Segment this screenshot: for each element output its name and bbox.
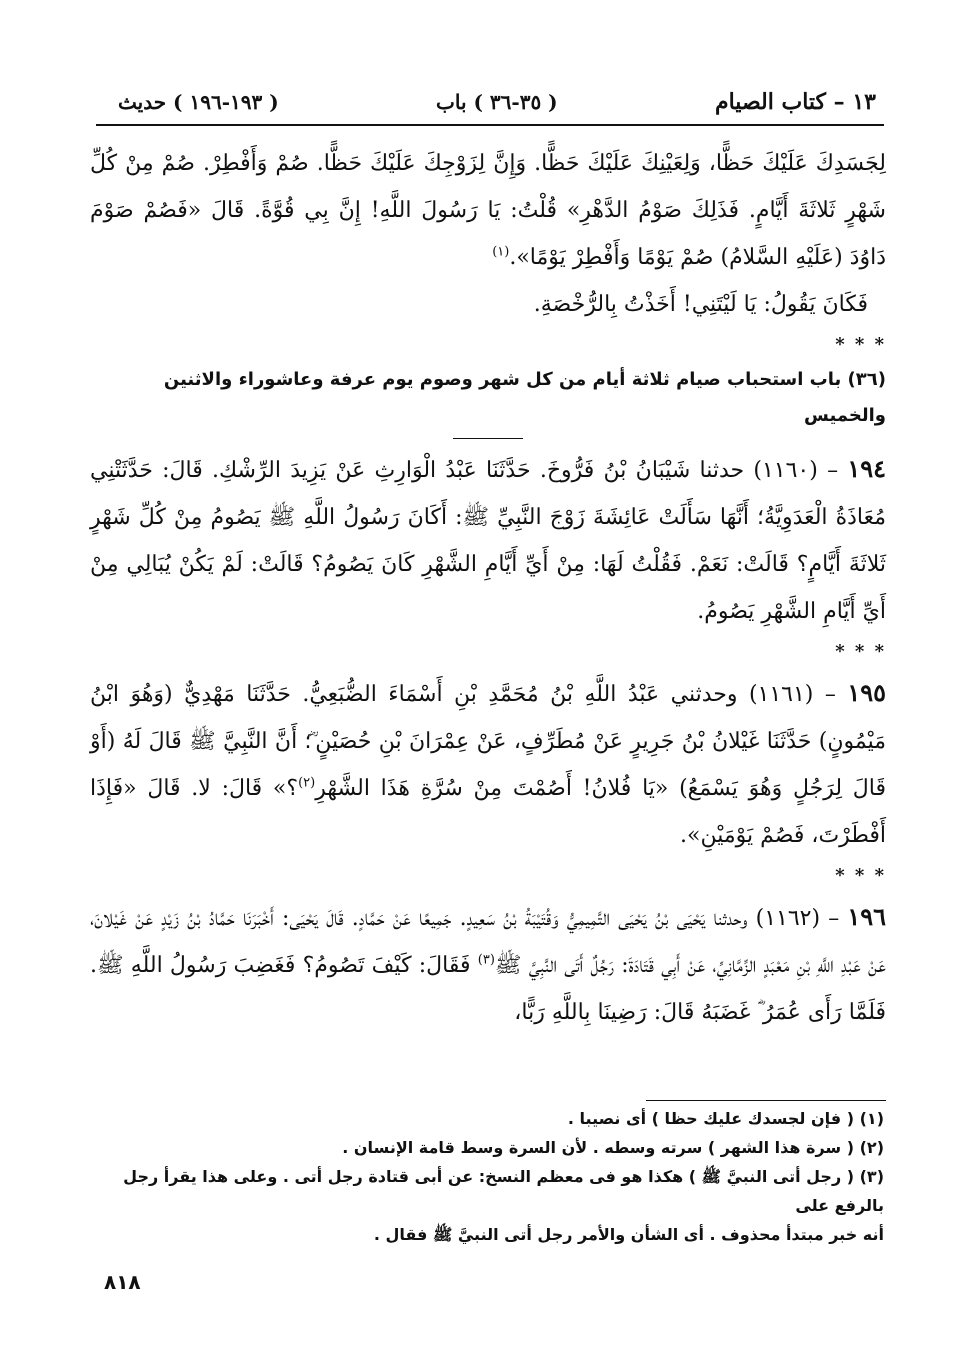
running-header xyxy=(118,82,876,122)
hadith-193-text: لِجَسَدِكَ عَلَيْكَ حَظًّا، وَلِعَيْنِكَ عَلَيْكَ حَظًّا. وَإِنَّ لِزَوْجِكَ عَلَيْكَ حَظًّا. صُمْ وَأَفْطِرْ. صُمْ مِنْ كُلِّ شَهْرٍ ثَلاثَةَ أَيَّامٍ. فَذَلِكَ صَوْمُ الدَّهْرِ» قُلْتُ: يَا رَسُولَ اللَّهِ! إِنَّ بِي قُوَّةً. قَالَ «فَصُمْ صَوْمَ دَاوُدَ (عَلَيْهِ السَّلامُ) صُمْ يَوْمًا وَأَفْطِرْ يَوْمًا». xyxy=(90,151,886,270)
hadith-195-text: – (١١٦١) وحدثني عَبْدُ اللَّهِ بْنُ مُحَمَّدِ بْنِ أَسْمَاءَ الضُّبَعِيُّ. حَدَّثَنَا مَهْدِيٌّ (وَهُوَ ابْنُ مَيْمُونٍ) حَدَّثَنَا غَيْلانُ بْنُ جَرِيرٍ عَنْ مُطَرِّفٍ، عَنْ عِمْرَانَ بْنِ حُصَيْنٍ ؓ؛ أَنَّ النَّبِيَّ ﷺ قَالَ لَهُ (أَوْ قَالَ لِرَجُلٍ وَهُوَ يَسْمَعُ) «يَا فُلانُ! أَصُمْتَ مِنْ سُرَّةِ هَذَا الشَّهْرِ xyxy=(90,682,886,801)
page-number: ٨١٨ xyxy=(104,1270,141,1294)
footnote-3-continuation: أنه خبر مبتدأ محذوف . أى الشأن والأمر رجل أتى النبيَّ ﷺ فقال . xyxy=(373,1225,884,1244)
section-separator: * * * xyxy=(835,865,886,886)
hadith-193-closing: فَكَانَ يَقُولُ: يَا لَيْتَنِي! أَخَذْتُ بِالرُّخْصَةِ. xyxy=(533,292,868,317)
chapter-rule xyxy=(453,438,523,439)
chapter-title: (٣٦) باب استحباب صيام ثلاثة أيام من كل شهر وصوم يوم عرفة وعاشوراء والاثنين والخميس xyxy=(163,369,886,426)
header-hadith-ref: ( ١٩٣-١٩٦ ) حديث xyxy=(118,90,279,114)
hadith-number: ١٩٦ xyxy=(847,902,887,931)
section-separator: * * * xyxy=(835,641,886,662)
hadith-194-text: – (١١٦٠) حدثنا شَيْبَانُ بْنُ فَرُّوخَ. حَدَّثَنَا عَبْدُ الْوَارِثِ عَنْ يَزِيدَ الرِّشْكِ. قَالَ: حَدَّثَتْنِي مُعَاذَةُ الْعَدَوِيَّةُ؛ أَنَّهَا سَأَلَتْ عَائِشَةَ زَوْجَ النَّبِيِّ ﷺ: أَكَانَ رَسُولُ اللَّهِ ﷺ يَصُومُ مِنْ كُلِّ شَهْرٍ ثَلاثَةَ أَيَّامٍ؟ قَالَتْ: نَعَمْ. فَقُلْتُ لَهَا: مِنْ أَيِّ أَيَّامِ الشَّهْرِ كَانَ يَصُومُ؟ قَالَتْ: لَمْ يَكُنْ يُبَالِي مِنْ أَيِّ أَيَّامِ الشَّهْرِ يَصُومُ. xyxy=(90,458,886,624)
header-book-title: ١٣ – كتاب الصيام xyxy=(714,89,876,115)
main-text xyxy=(90,140,886,1036)
footnote-ref-3: (٣) xyxy=(477,952,495,968)
footnote-2: (٢) ( سرة هذا الشهر ) سرته وسطه . لأن السرة وسط قامة الإنسان . xyxy=(342,1138,884,1157)
footnote-rule xyxy=(646,1100,886,1101)
hadith-193-continuation xyxy=(90,140,886,281)
hadith-196 xyxy=(90,893,886,1036)
footnote-3: (٣) ( رجل أتى النبيَّ ﷺ ) هكذا هو فى معظم النسخ: عن أبى قتادة رجل أتى . وعلى هذا يقرأ رجل بالرفع على xyxy=(123,1167,884,1215)
hadith-195-text-end: ؟» قَالَ: لا. قَالَ «فَإِذَا أَفْطَرْتَ، فَصُمْ يَوْمَيْنِ». xyxy=(90,776,886,848)
hadith-195 xyxy=(90,669,886,859)
section-separator: * * * xyxy=(835,334,886,355)
hadith-196-text: – (١١٦٢) وحدثنا يَحْيَى بْنُ يَحْيَى التَّمِيمِيُّ وَقُتَيْبَةُ بْنُ سَعِيدٍ. جَمِيعًا عَنْ حَمَّادٍ. قَالَ يَحْيَى: أَخْبَرَنَا حَمَّادُ بْنُ زَيْدٍ عَنْ غَيْلانَ، عَنْ عَبْدِ اللَّهِ بْنِ مَعْبَدٍ الزِّمَّانِيِّ، عَنْ أَبِي قَتَادَةَ: رَجُلٌ أَتَى النَّبِيَّ ﷺ xyxy=(90,906,886,978)
hadith-number: ١٩٥ xyxy=(847,678,886,707)
footnotes xyxy=(90,1104,884,1249)
footnote-ref-1: (١) xyxy=(492,244,510,260)
header-rule xyxy=(96,124,884,126)
hadith-number: ١٩٤ xyxy=(847,454,887,483)
hadith-194 xyxy=(90,445,886,635)
footnote-ref-2: (٢) xyxy=(298,775,316,791)
hadith-196-text-end: فَقَالَ: كَيْفَ تَصُومُ؟ فَغَضِبَ رَسُولُ اللَّهِ ﷺ. فَلَمَّا رَأَى عُمَرُ ؓ غَضَبَهُ قَالَ: رَضِينَا بِاللَّهِ رَبًّا، xyxy=(90,953,886,1025)
header-chapter-ref: ( ٣٥-٣٦ ) باب xyxy=(436,90,558,114)
footnote-1: (١) ( فإن لجسدك عليك حظا ) أى نصيبا . xyxy=(567,1109,884,1128)
